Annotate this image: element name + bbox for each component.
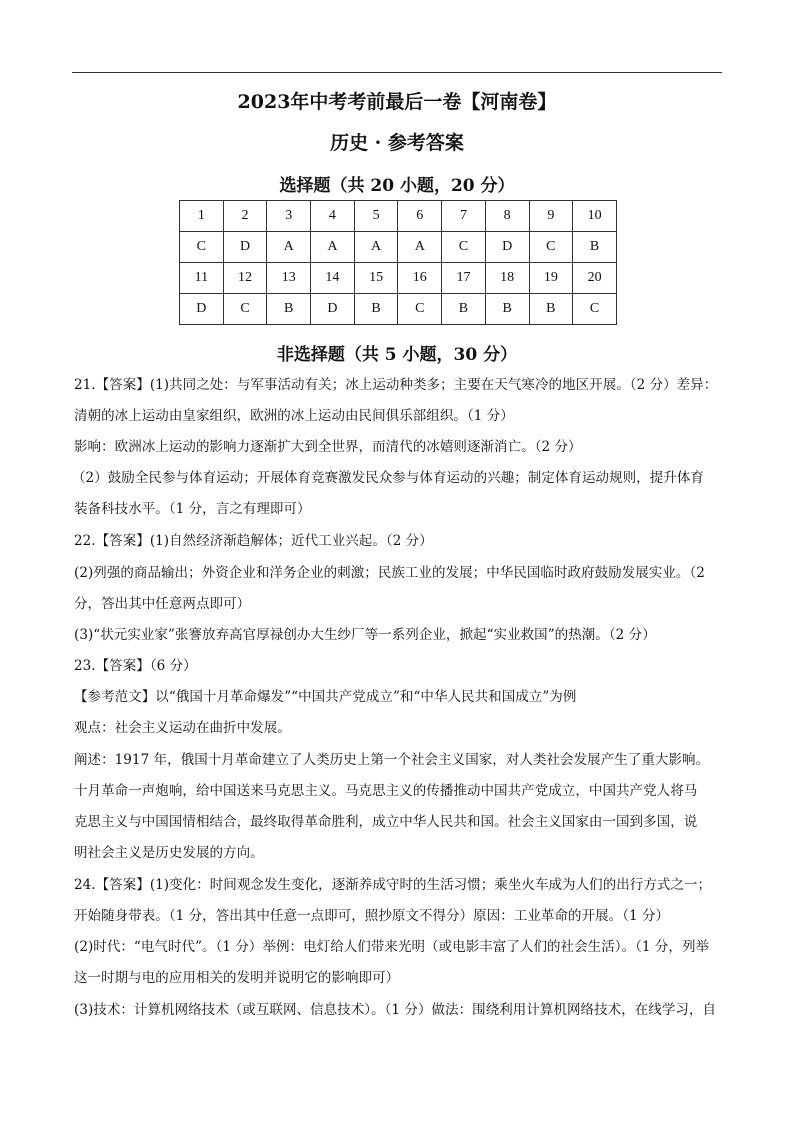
table-cell: C [223,294,267,325]
answer-line: (2)列强的商品输出；外资企业和洋务企业的刺激；民族工业的发展；中华民国临时政府鼓励发展实业。（2 [74,565,705,581]
table-row [180,294,617,325]
answer-line: 分，答出其中任意两点即可） [74,596,251,612]
table-cell: A [398,232,442,263]
table-cell: 19 [529,263,573,294]
table-cell: B [485,294,529,325]
answer-line: （2）鼓励全民参与体育运动；开展体育竞赛激发民众参与体育运动的兴趣；制定体育运动规则，提升体育 [72,470,704,486]
table-cell: C [529,232,573,263]
answer-line: 24.【答案】(1)变化：时间观念发生变化，逐渐养成守时的生活习惯；乘坐火车成为人们的出行方式之一； [74,877,712,893]
table-cell: B [573,232,617,263]
answer-line: 开始随身带表。（1 分，答出其中任意一点即可，照抄原文不得分）原因：工业革命的开展。（1 分） [74,908,670,924]
table-cell: D [311,294,355,325]
table-cell: 13 [267,263,311,294]
table-cell: A [311,232,355,263]
answer-line: 这一时期与电的应用相关的发明并说明它的影响即可） [74,970,400,986]
table-cell: 6 [398,201,442,232]
table-cell: 15 [354,263,398,294]
answer-line: 23.【答案】（6 分） [74,658,197,674]
table-cell: 20 [573,263,617,294]
table-row [180,263,617,294]
answer-table [179,200,617,325]
table-cell: B [354,294,398,325]
answer-line: 克思主义与中国国情相结合，最终取得革命胜利，成立中华人民共和国。社会主义国家由一国到多国，说 [74,814,698,830]
table-cell: C [442,232,486,263]
page-subtitle: 历史 · 参考答案 [330,132,464,154]
table-cell: 9 [529,201,573,232]
table-cell: 7 [442,201,486,232]
table-cell: 14 [311,263,355,294]
table-row [180,201,617,232]
answer-line: 21.【答案】(1)共同之处：与军事活动有关；冰上运动种类多；主要在天气寒冷的地区开展。（2 分）差异： [74,377,718,393]
table-cell: 3 [267,201,311,232]
table-cell: 2 [223,201,267,232]
answer-line: (3)“状元实业家”张謇放弃高官厚禄创办大生纱厂等一系列企业，掀起“实业救国”的热潮。（2 分） [74,627,656,643]
table-cell: 18 [485,263,529,294]
table-cell: 17 [442,263,486,294]
table-cell: 1 [180,201,224,232]
answer-line: 十月革命一声炮响，给中国送来马克思主义。马克思主义的传播推动中国共产党成立，中国共产党人将马 [74,783,698,799]
table-cell: A [354,232,398,263]
table-cell: D [485,232,529,263]
table-cell: B [442,294,486,325]
answer-line: 装备科技水平。（1 分，言之有理即可） [74,501,311,517]
page-title: 2023年中考考前最后一卷【河南卷】 [237,91,557,113]
table-cell: D [180,294,224,325]
table-cell: 10 [573,201,617,232]
table-cell: B [267,294,311,325]
table-cell: 11 [180,263,224,294]
answer-line: 影响：欧洲冰上运动的影响力逐渐扩大到全世界，而清代的冰嬉则逐渐消亡。（2 分） [74,439,582,455]
choice-heading: 选择题（共 20 小题，20 分） [279,176,515,196]
answer-line: 阐述：1917 年，俄国十月革命建立了人类历史上第一个社会主义国家，对人类社会发展产生了重大影响。 [74,752,710,768]
table-cell: 16 [398,263,442,294]
table-cell: C [573,294,617,325]
answer-line: 观点：社会主义运动在曲折中发展。 [74,720,291,736]
table-cell: D [223,232,267,263]
table-cell: 12 [223,263,267,294]
answer-line: 明社会主义是历史发展的方向。 [74,845,264,861]
answer-line: 清朝的冰上运动由皇家组织，欧洲的冰上运动由民间俱乐部组织。（1 分） [74,408,514,424]
table-row [180,232,617,263]
answer-line: (2)时代：“电气时代”。（1 分）举例：电灯给人们带来光明（或电影丰富了人们的社会生活）。（1 分，列举 [74,939,710,955]
answer-line: (3)技术：计算机网络技术（或互联网、信息技术）。（1 分）做法：围绕利用计算机网络技术，在线学习，自 [74,1002,717,1018]
table-cell: 4 [311,201,355,232]
table-cell: 8 [485,201,529,232]
answer-line: 【参考范文】以“俄国十月革命爆发”“中国共产党成立”和“中华人民共和国成立”为例 [74,689,577,705]
table-cell: A [267,232,311,263]
top-rule [72,72,722,73]
nonchoice-heading: 非选择题（共 5 小题，30 分） [276,345,518,365]
table-cell: C [180,232,224,263]
table-cell: B [529,294,573,325]
table-cell: C [398,294,442,325]
table-cell: 5 [354,201,398,232]
answer-line: 22.【答案】(1)自然经济渐趋解体；近代工业兴起。（2 分） [74,533,433,549]
